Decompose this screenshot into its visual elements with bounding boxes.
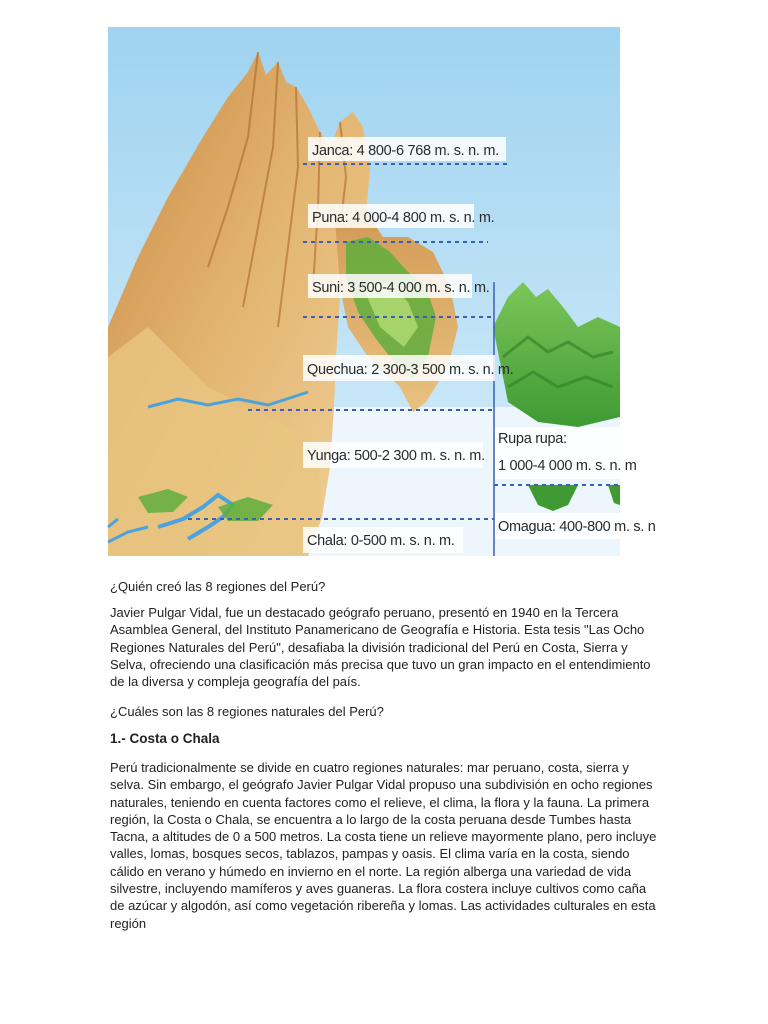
label-janca: Janca: 4 800-6 768 m. s. n. m.: [312, 143, 499, 159]
label-omagua: Omagua: 400-800 m. s. n: [498, 519, 656, 535]
question-which-regions: ¿Cuáles son las 8 regiones naturales del Perú?: [110, 704, 384, 719]
label-rupa-rupa-range: 1 000-4 000 m. s. n. m: [498, 458, 637, 474]
question-who-created: ¿Quién creó las 8 regiones del Perú?: [110, 579, 326, 594]
label-suni: Suni: 3 500-4 000 m. s. n. m.: [312, 280, 490, 296]
paragraph-pulgar-vidal: Javier Pulgar Vidal, fue un destacado geógrafo peruano, presentó en 1940 en la Tercera Asamblea General, del Instituto Panamericano de Geografía e Historia. Esta tesis "Las Ocho Regiones Naturales del Perú", desafiaba la división tradicional del Perú en Costa, Sierra y Selva, ofreciendo una clasificación más precisa que tuvo un gran impacto en el entendimiento de la diversa y compleja geografía del país.: [110, 605, 651, 690]
paragraph-costa: Perú tradicionalmente se divide en cuatro regiones naturales: mar peruano, costa, sierra y selva. Sin embargo, el geógrafo Javier Pulgar Vidal propuso una subdivisión en ocho regiones naturales, teniendo en cuenta factores como el relieve, el clima, la flora y la fauna. La primera región, la Costa o Chala, se encuentra a lo largo de la costa peruana desde Tumbes hasta Tacna, a altitudes de 0 a 500 metros. La costa tiene un relieve mayormente plano, pero incluye valles, lomas, bosques secos, tablazos, pampas y oasis. El clima varía en la costa, siendo cálido en verano y húmedo en invierno en el norte. La región alberga una variedad de vida silvestre, incluyendo mamíferos y aves guaneras. La flora costera incluye cultivos como caña de azúcar y algodón, así como vegetación ribereña y lomas. Las actividades culturales en esta región: [110, 760, 657, 931]
altitude-regions-illustration: [108, 27, 656, 556]
label-puna: Puna: 4 000-4 800 m. s. n. m.: [312, 210, 495, 226]
label-chala: Chala: 0-500 m. s. n. m.: [307, 533, 455, 549]
label-quechua: Quechua: 2 300-3 500 m. s. n. m.: [307, 362, 514, 378]
label-rupa-rupa: Rupa rupa:: [498, 431, 567, 447]
heading-costa-chala: 1.- Costa o Chala: [110, 731, 220, 746]
label-yunga: Yunga: 500-2 300 m. s. n. m.: [307, 448, 485, 464]
